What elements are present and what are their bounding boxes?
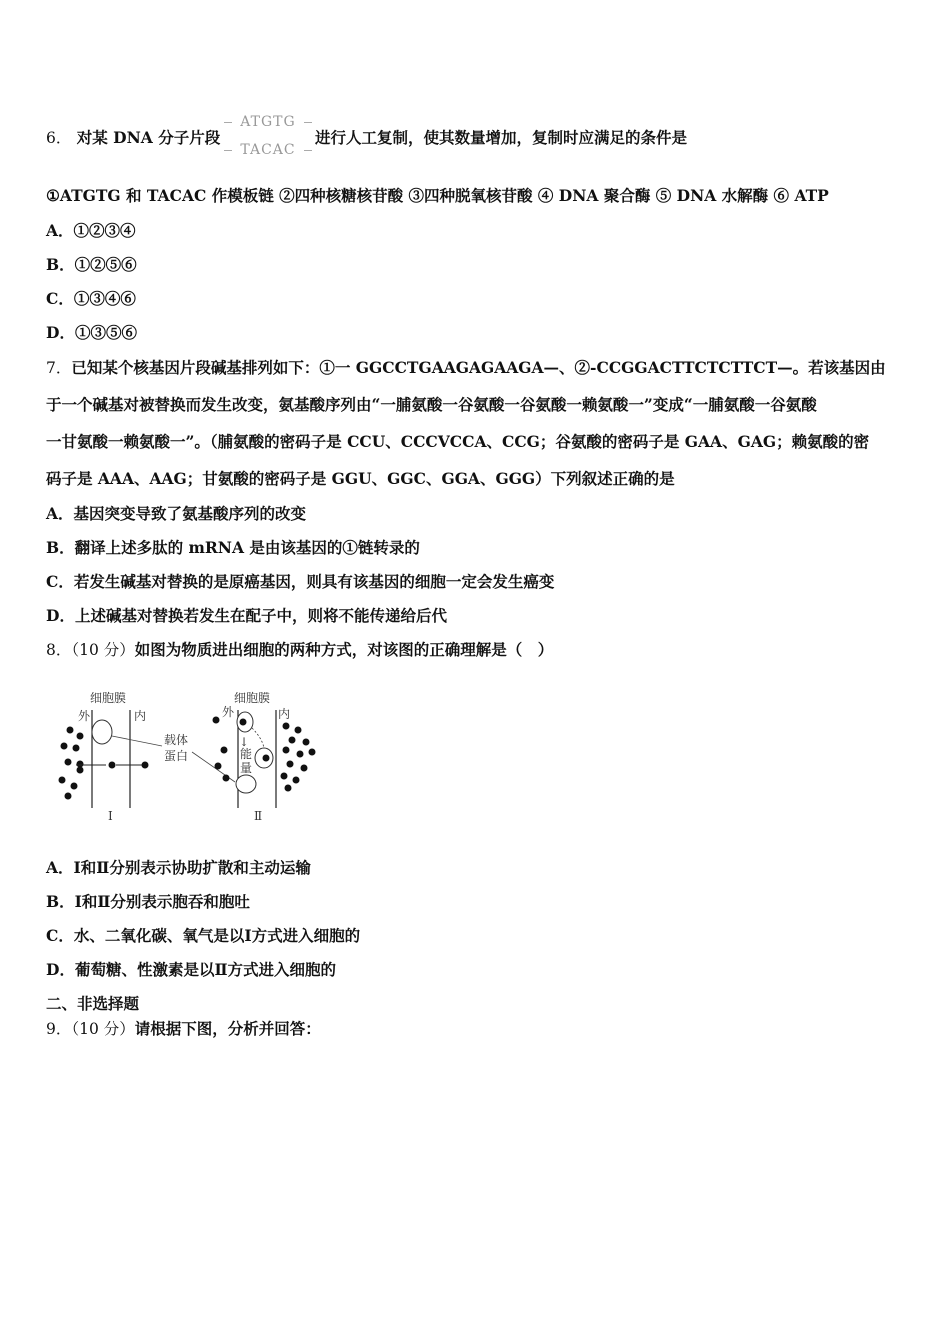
option-text: Ⅰ和Ⅱ分别表示协助扩散和主动运输 — [73, 858, 311, 877]
carrier-label-1: 载体 — [164, 733, 189, 747]
q8-score: （10 分） — [71, 641, 135, 659]
q8-stem-text: 如图为物质进出细胞的两种方式，对该图的正确理解是（ ） — [134, 640, 554, 659]
energy-path-arrow — [252, 728, 264, 748]
option-letter: D． — [46, 323, 75, 342]
q8-option-c — [46, 926, 910, 946]
energy-label-2: 量 — [240, 761, 253, 775]
option-text: 翻译上述多肽的 mRNA 是由该基因的①链转录的 — [74, 538, 420, 557]
q8-option-a — [46, 858, 910, 878]
molecules-inside-ii — [281, 723, 316, 792]
option-text: 基因突变导致了氨基酸序列的改变 — [73, 504, 307, 523]
molecule-crossing-i — [109, 762, 116, 769]
q6-number: 6． — [46, 129, 72, 147]
q8-option-d — [46, 960, 910, 980]
q9-stem-text: 请根据下图，分析并回答： — [134, 1019, 321, 1038]
q7-line-4: 码子是 AAA、AAG；甘氨酸的密码子是 GGU、GGC、GGA、GGG）下列叙述正确的是 — [46, 469, 675, 488]
inside-label-i: 内 — [134, 709, 147, 723]
q6-option-c — [46, 289, 910, 309]
q9-score: （10 分） — [71, 1020, 135, 1038]
q7-option-c — [46, 572, 910, 592]
q9-number: 9． — [46, 1020, 72, 1038]
q7-option-b — [46, 538, 910, 558]
q7-option-d — [46, 606, 910, 626]
q7-line-3: 一甘氨酸一赖氨酸一”。（脯氨酸的密码子是 CCU、CCCVCCA、CCG；谷氨酸的密码子是 GAA、GAG；赖氨酸的密 — [46, 432, 870, 451]
q7-line-1: 已知某个核基因片段碱基排列如下：①一 GGCCTGAAGAGAAGA—、②-CCGGACTTCTCTTCT—。若该基因由 — [71, 358, 886, 377]
option-text: 葡萄糖、性激素是以Ⅱ方式进入细胞的 — [74, 960, 337, 979]
dna-fragment-image — [228, 114, 308, 164]
q6-prefix: 对某 DNA 分子片段 — [76, 128, 221, 147]
roman-label-ii: Ⅱ — [254, 809, 263, 823]
option-letter: C． — [46, 572, 74, 591]
option-letter: A． — [46, 504, 74, 523]
option-letter: B． — [46, 255, 75, 274]
option-letter: D． — [46, 960, 75, 979]
option-text: 水、二氧化碳、氧气是以Ⅰ方式进入细胞的 — [73, 926, 361, 945]
option-letter: C． — [46, 926, 74, 945]
energy-arrow: ↓ — [239, 735, 250, 749]
dna-bottom-strand: TACAC — [228, 142, 308, 158]
outside-label-i: 外 — [78, 709, 91, 723]
dna-top-strand: ATGTG — [228, 114, 308, 130]
option-text: ①②③④ — [73, 221, 136, 240]
option-letter: B． — [46, 538, 75, 557]
inside-label-ii: 内 — [278, 707, 291, 721]
section-title: 二、非选择题 — [46, 994, 140, 1013]
q8-option-b — [46, 892, 910, 912]
q8-stem — [46, 640, 910, 660]
q8-number: 8． — [46, 641, 72, 659]
q6-suffix: 进行人工复制，使其数量增加，复制时应满足的条件是 — [315, 128, 688, 147]
option-text: ①③⑤⑥ — [74, 323, 137, 342]
q6-option-b — [46, 255, 910, 275]
q6-option-d — [46, 323, 910, 343]
transport-diagram-svg — [50, 690, 330, 825]
q7-line-2: 于一个碱基对被替换而发生改变，氨基酸序列由“一脯氨酸一谷氨酸一谷氨酸一赖氨酸一”变成“一脯氨酸一谷氨酸 — [46, 395, 817, 414]
carrier-protein-i — [92, 720, 112, 744]
option-letter: A． — [46, 221, 74, 240]
option-letter: D． — [46, 606, 75, 625]
q7-option-a — [46, 504, 910, 524]
molecules-outside-i — [59, 727, 84, 800]
energy-label-1: 能 — [240, 747, 253, 761]
membrane-label-i: 细胞膜 — [90, 691, 127, 705]
outside-label-ii: 外 — [222, 705, 235, 719]
q9-stem — [46, 1019, 910, 1039]
option-text: ①②⑤⑥ — [74, 255, 137, 274]
option-text: 上述碱基对替换若发生在配子中，则将不能传递给后代 — [74, 606, 447, 625]
q6-option-a — [46, 221, 910, 241]
transport-diagram — [50, 690, 330, 825]
option-text: 若发生碱基对替换的是原癌基因，则具有该基因的细胞一定会发生癌变 — [73, 572, 555, 591]
q7-number: 7． — [46, 359, 72, 377]
option-letter: B． — [46, 892, 75, 911]
carrier-protein-ii-bottom — [236, 775, 256, 793]
q7-stem-line-1 — [46, 358, 910, 378]
q6-conditions: ①ATGTG 和 TACAC 作模板链 ②四种核糖核苷酸 ③四种脱氧核苷酸 ④ DNA 聚合酶 ⑤ DNA 水解酶 ⑥ ATP — [46, 186, 829, 205]
option-letter: C． — [46, 289, 74, 308]
carrier-pointer-i — [112, 736, 162, 746]
membrane-label-ii: 细胞膜 — [234, 691, 271, 705]
option-text: Ⅰ和Ⅱ分别表示胞吞和胞吐 — [74, 892, 250, 911]
option-letter: A． — [46, 858, 74, 877]
option-text: ①③④⑥ — [73, 289, 136, 308]
roman-label-i: Ⅰ — [108, 809, 113, 823]
carrier-label-2: 蛋白 — [164, 749, 189, 763]
